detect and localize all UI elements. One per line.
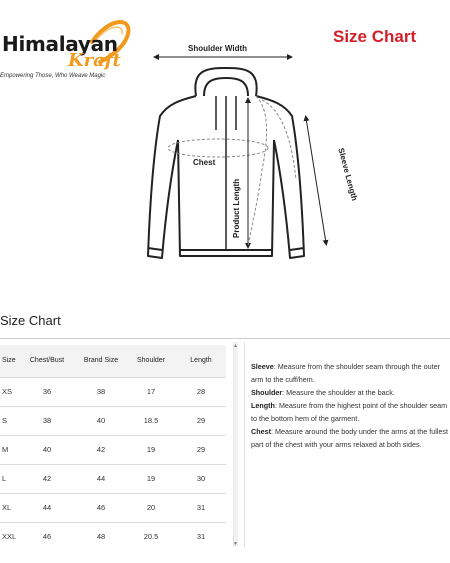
cell-size: S — [0, 406, 18, 435]
cell-chest: 44 — [18, 493, 76, 522]
note-term: Length — [251, 401, 275, 410]
table-row — [0, 406, 226, 435]
note-term: Chest — [251, 427, 271, 436]
hoodie-outline-icon — [148, 68, 304, 258]
measurement-notes — [251, 360, 449, 451]
cell-shoulder: 20.5 — [126, 522, 176, 551]
header-shoulder: Shoulder — [126, 345, 176, 377]
section-divider — [0, 338, 450, 339]
cell-chest: 42 — [18, 464, 76, 493]
note-length — [251, 399, 449, 425]
note-shoulder — [251, 386, 449, 399]
cell-brand-size: 42 — [76, 435, 126, 464]
sleeve-length-label: Sleeve Length — [336, 147, 360, 202]
cell-length: 31 — [176, 522, 226, 551]
brand-name-accent: Kraft — [68, 50, 121, 71]
cell-length: 31 — [176, 493, 226, 522]
cell-size: L — [0, 464, 18, 493]
note-sleeve — [251, 360, 449, 386]
cell-size: XL — [0, 493, 18, 522]
cell-brand-size: 38 — [76, 377, 126, 406]
triangle-up-icon[interactable]: ▲ — [233, 343, 238, 349]
note-text: : Measure from the highest point of the shoulder seam to the bottom hem of the garment. — [251, 401, 448, 423]
table-row — [0, 464, 226, 493]
cell-shoulder: 20 — [126, 493, 176, 522]
product-length-guide — [248, 96, 267, 246]
size-chart-heading: Size Chart — [333, 27, 417, 46]
header-brand-size: Brand Size — [76, 345, 126, 377]
note-term: Sleeve — [251, 362, 274, 371]
table-row — [0, 522, 226, 551]
table-header-row — [0, 345, 226, 377]
table-row — [0, 435, 226, 464]
table-title: Size Chart — [0, 313, 61, 328]
cell-brand-size: 40 — [76, 406, 126, 435]
notes-divider — [244, 342, 245, 547]
cell-length: 28 — [176, 377, 226, 406]
cell-chest: 38 — [18, 406, 76, 435]
chest-label: Chest — [193, 158, 216, 167]
table-scrollbar[interactable] — [233, 342, 238, 547]
cell-brand-size: 48 — [76, 522, 126, 551]
note-chest — [251, 425, 449, 451]
brand-name: Himalayan — [2, 32, 118, 56]
cell-length: 30 — [176, 464, 226, 493]
table-row — [0, 493, 226, 522]
cell-chest: 46 — [18, 522, 76, 551]
note-text: : Measure around the body under the arms at the fullest part of the chest with your arms relaxed at both sides. — [251, 427, 448, 449]
cell-length: 29 — [176, 406, 226, 435]
cell-shoulder: 18.5 — [126, 406, 176, 435]
chest-measure-guide — [168, 139, 268, 157]
product-length-label: Product Length — [232, 178, 241, 238]
cell-length: 29 — [176, 435, 226, 464]
header-chest-bust: Chest/Bust — [18, 345, 76, 377]
triangle-down-icon[interactable]: ▼ — [233, 541, 238, 547]
shoulder-width-label: Shoulder Width — [188, 44, 248, 53]
cell-shoulder: 17 — [126, 377, 176, 406]
cell-chest: 40 — [18, 435, 76, 464]
cell-brand-size: 46 — [76, 493, 126, 522]
note-text: : Measure the shoulder at the back. — [282, 388, 395, 397]
cell-size: XS — [0, 377, 18, 406]
cell-brand-size: 44 — [76, 464, 126, 493]
cell-size: XXL — [0, 522, 18, 551]
header-length: Length — [176, 345, 226, 377]
cell-size: M — [0, 435, 18, 464]
cell-shoulder: 19 — [126, 435, 176, 464]
size-table — [0, 345, 226, 551]
table-row — [0, 377, 226, 406]
note-term: Shoulder — [251, 388, 283, 397]
note-text: : Measure from the shoulder seam through the outer arm to the cuff/hem. — [251, 362, 440, 384]
sleeve-length-arrow — [306, 118, 326, 243]
brand-tagline: Empowering Those, Who Weave Magic — [0, 73, 106, 79]
header-size: Size — [0, 345, 18, 377]
cell-shoulder: 19 — [126, 464, 176, 493]
cell-chest: 36 — [18, 377, 76, 406]
